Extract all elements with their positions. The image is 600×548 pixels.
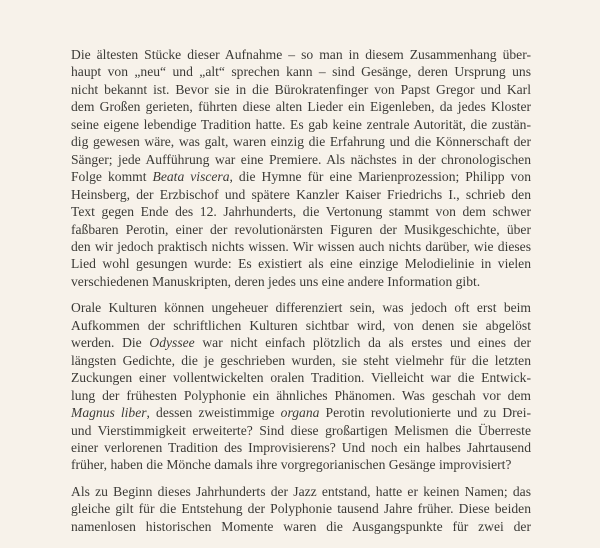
text-run: namenlosen historischen Momente waren die Ausgangspunkte für zwei der bbox=[71, 518, 531, 534]
text-run: dem Großen gerieten, führten diese alten Lieder ein Eigenleben, da jedes Kloster bbox=[71, 99, 531, 115]
text-line bbox=[71, 273, 531, 290]
paragraph-gap bbox=[71, 290, 531, 299]
text-run: nicht bekannt ist. Bevor sie in die Bürokratenfinger von Papst Gregor und Karl bbox=[71, 81, 531, 97]
text-run: Lied wohl gesungen wurde: Es existiert als eine einzige Melodielinie in vielen bbox=[71, 256, 531, 272]
text-run: Zuckungen einer vollentwickelten oralen Tradition. Vielleicht war die Entwick- bbox=[71, 370, 531, 386]
text-line bbox=[71, 404, 531, 421]
text-line bbox=[71, 238, 531, 255]
text-line bbox=[71, 151, 531, 168]
text-run: verschiedenen Manuskripten, deren jedes uns eine andere Information gibt. bbox=[71, 273, 481, 289]
text-line bbox=[71, 98, 531, 115]
text-line bbox=[71, 456, 531, 473]
text-run: Text gegen Ende des 12. Jahrhunderts, die Vertonung stammt von dem schwer bbox=[71, 204, 531, 220]
text-line bbox=[71, 483, 531, 500]
text-run: werden. Die bbox=[71, 335, 150, 351]
italic-title: Beata viscera bbox=[152, 169, 230, 185]
text-run: einer verlorenen Tradition des Improvisierens? Und noch ein halbes Jahrtausend bbox=[71, 439, 531, 455]
text-line bbox=[71, 203, 531, 220]
text-line bbox=[71, 369, 531, 386]
text-run: Folge kommt bbox=[71, 169, 153, 185]
text-run: Sänger; jede Aufführung war eine Premiere. Als nächstes in der chronologischen bbox=[71, 151, 531, 167]
text-run: Perotin revolutionierte und zu Drei- bbox=[319, 405, 531, 421]
paragraph bbox=[71, 299, 531, 474]
text-run: gleiche gilt für die Entstehung der Polyphonie tausend Jahre früher. Diese beiden bbox=[71, 501, 531, 517]
paragraph bbox=[71, 483, 531, 535]
text-run: haupt von „neu“ und „alt“ sprechen kann – sind Gesänge, deren Ursprung uns bbox=[71, 64, 531, 80]
italic-title: organa bbox=[280, 405, 320, 421]
text-line bbox=[71, 81, 531, 98]
text-run: und Vierstimmigkeit erweiterte? Sind diese großartigen Melismen die Überreste bbox=[71, 422, 531, 438]
text-line bbox=[71, 168, 531, 185]
text-line bbox=[71, 518, 531, 535]
text-line bbox=[71, 46, 531, 63]
text-run: Als zu Beginn dieses Jahrhunderts der Jazz entstand, hatte er keinen Namen; das bbox=[71, 483, 531, 499]
text-line bbox=[71, 63, 531, 80]
italic-title: Magnus liber bbox=[71, 405, 147, 421]
text-run: , dessen zweistimmige bbox=[146, 405, 281, 421]
text-run: längsten Gedichte, die je geschrieben wurden, sie steht vielmehr für die letzten bbox=[71, 352, 531, 368]
text-run: Aufkommen der schriftlichen Kulturen sichtbar wird, von denen sie abgelöst bbox=[71, 317, 531, 333]
text-line bbox=[71, 133, 531, 150]
text-run: seine eigene lebendige Tradition hatte. Es gab keine zentrale Autorität, die zustän- bbox=[71, 116, 531, 132]
text-line bbox=[71, 500, 531, 517]
text-line bbox=[71, 387, 531, 404]
text-run: früher, haben die Mönche damals ihre vorgregorianischen Gesänge improvisiert? bbox=[71, 457, 512, 473]
text-run: Heinsberg, der Erzbischof und spätere Kanzler Kaiser Friedrichs I., schrieb den bbox=[71, 186, 531, 202]
text-run: faßbaren Perotin, einer der revolutionärsten Figuren der Musikgeschichte, über bbox=[71, 221, 531, 237]
text-line bbox=[71, 439, 531, 456]
text-line bbox=[71, 422, 531, 439]
text-line bbox=[71, 352, 531, 369]
text-run: dig gewesen wäre, was galt, waren einzig die Erfahrung und die Könnerschaft der bbox=[71, 134, 531, 150]
text-run: war nicht einfach plötzlich da als erstes und eines der bbox=[194, 335, 532, 351]
text-line bbox=[71, 255, 531, 272]
text-run: Die ältesten Stücke dieser Aufnahme – so man in diesem Zusammenhang über- bbox=[71, 47, 531, 62]
text-line bbox=[71, 186, 531, 203]
document-page bbox=[71, 46, 531, 535]
text-line bbox=[71, 221, 531, 238]
text-run: , die Hymne für eine Marienprozession; Philipp von bbox=[229, 169, 531, 185]
text-line bbox=[71, 334, 531, 351]
text-line bbox=[71, 317, 531, 334]
paragraph-gap bbox=[71, 474, 531, 483]
paragraph bbox=[71, 46, 531, 290]
text-run: lung der frühesten Polyphonie ein ähnliches Phänomen. Was geschah vor dem bbox=[71, 387, 531, 403]
text-run: den wir jedoch praktisch nichts wissen. Wir wissen auch nichts darüber, wie dieses bbox=[71, 238, 531, 254]
italic-title: Odyssee bbox=[149, 335, 195, 351]
text-run: Orale Kulturen können ungeheuer differenziert sein, was jedoch oft erst beim bbox=[71, 300, 531, 316]
text-line bbox=[71, 299, 531, 316]
text-line bbox=[71, 116, 531, 133]
